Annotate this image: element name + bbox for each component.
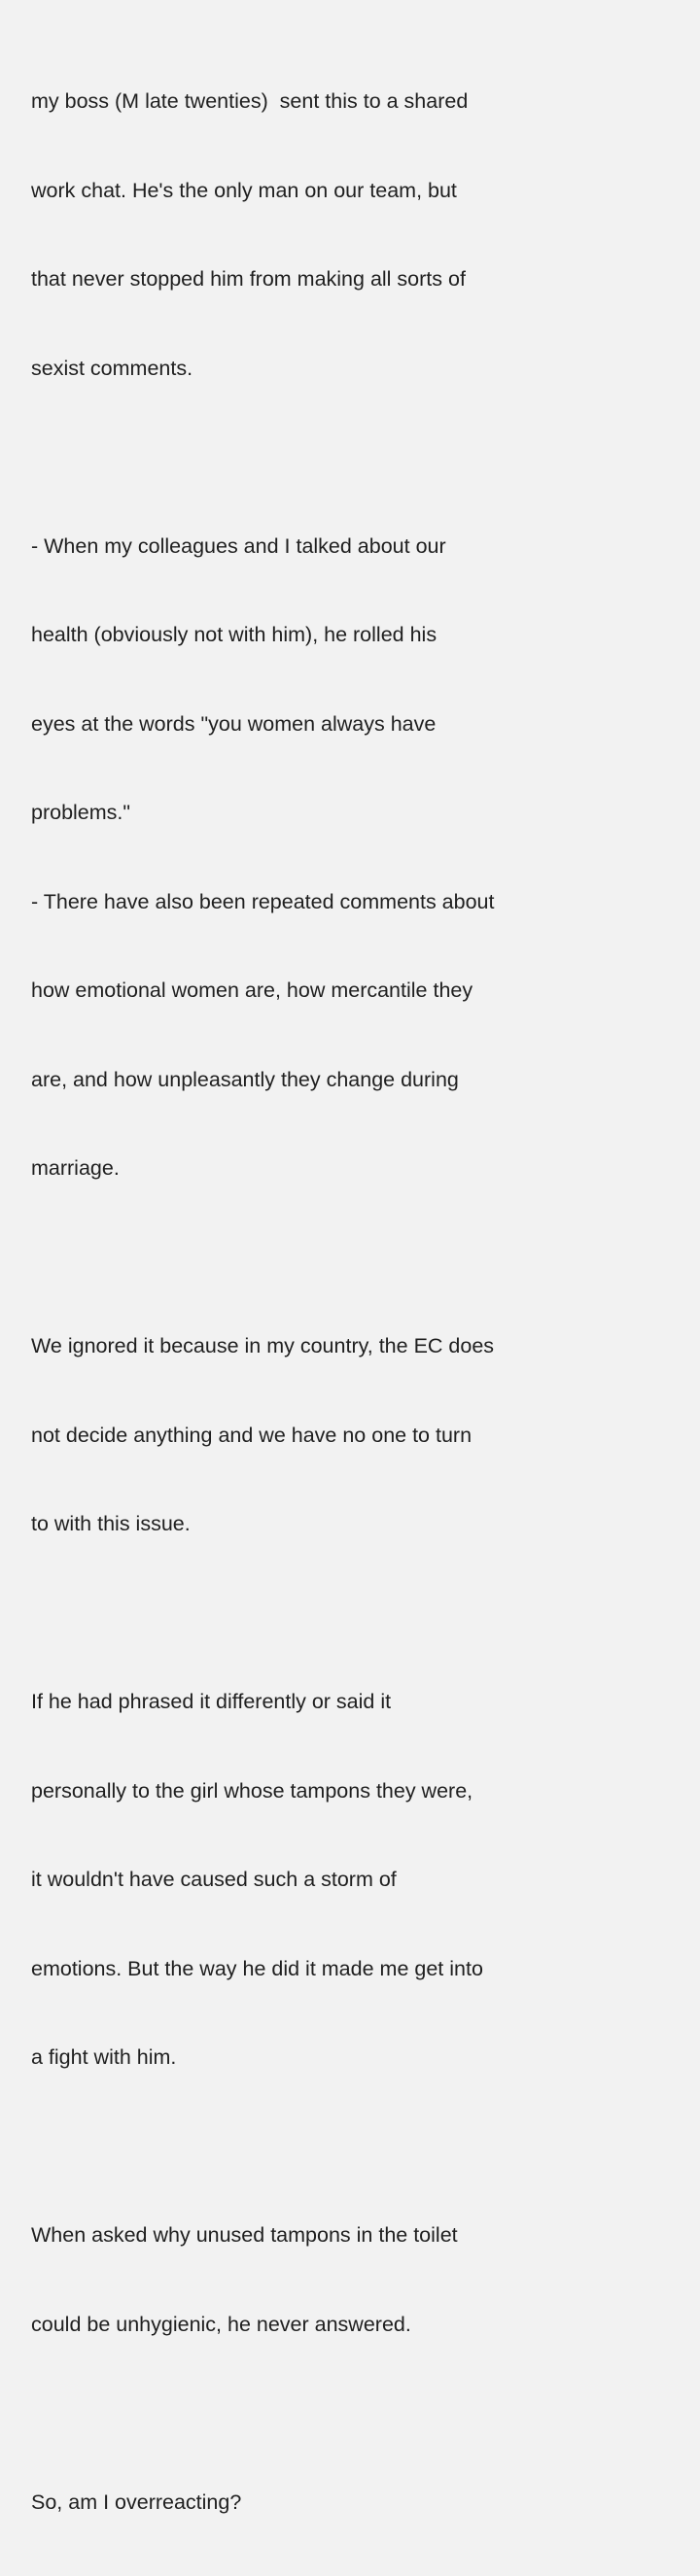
text-line: to with this issue. — [31, 1509, 677, 1539]
text-line: that never stopped him from making all sorts of — [31, 264, 677, 294]
text-line: it wouldn't have caused such a storm of — [31, 1865, 677, 1895]
text-line: are, and how unpleasantly they change during — [31, 1065, 677, 1095]
text-line: health (obviously not with him), he rolled his — [31, 620, 677, 650]
text-line: We ignored it because in my country, the EC does — [31, 1331, 677, 1361]
paragraph-intro — [31, 27, 677, 442]
text-line: eyes at the words "you women always have — [31, 709, 677, 739]
text-line: So, am I overreacting? — [31, 2488, 677, 2518]
paragraph-ignored — [31, 1272, 677, 1598]
text-line: could be unhygienic, he never answered. — [31, 2310, 677, 2340]
paragraph-examples — [31, 472, 677, 1243]
paragraph-phrasing — [31, 1628, 677, 2132]
text-line: - There have also been repeated comments about — [31, 887, 677, 917]
post-body — [0, 0, 700, 878]
text-line: If he had phrased it differently or said it — [31, 1687, 677, 1717]
text-line: personally to the girl whose tampons they were, — [31, 1776, 677, 1806]
text-line: When asked why unused tampons in the toilet — [31, 2220, 677, 2250]
text-line: how emotional women are, how mercantile they — [31, 976, 677, 1006]
text-line: my boss (M late twenties) sent this to a shared — [31, 86, 677, 117]
text-line: marriage. — [31, 1153, 677, 1184]
text-line: not decide anything and we have no one to turn — [31, 1421, 677, 1451]
text-line: - When my colleagues and I talked about our — [31, 532, 677, 562]
text-line: work chat. He's the only man on our team, but — [31, 176, 677, 206]
paragraph-closing-question — [31, 2428, 677, 2576]
paragraph-question-asked — [31, 2161, 677, 2398]
text-line: emotions. But the way he did it made me get into — [31, 1954, 677, 1984]
text-line: a fight with him. — [31, 2043, 677, 2073]
text-line: problems." — [31, 798, 677, 828]
text-line: sexist comments. — [31, 354, 677, 384]
